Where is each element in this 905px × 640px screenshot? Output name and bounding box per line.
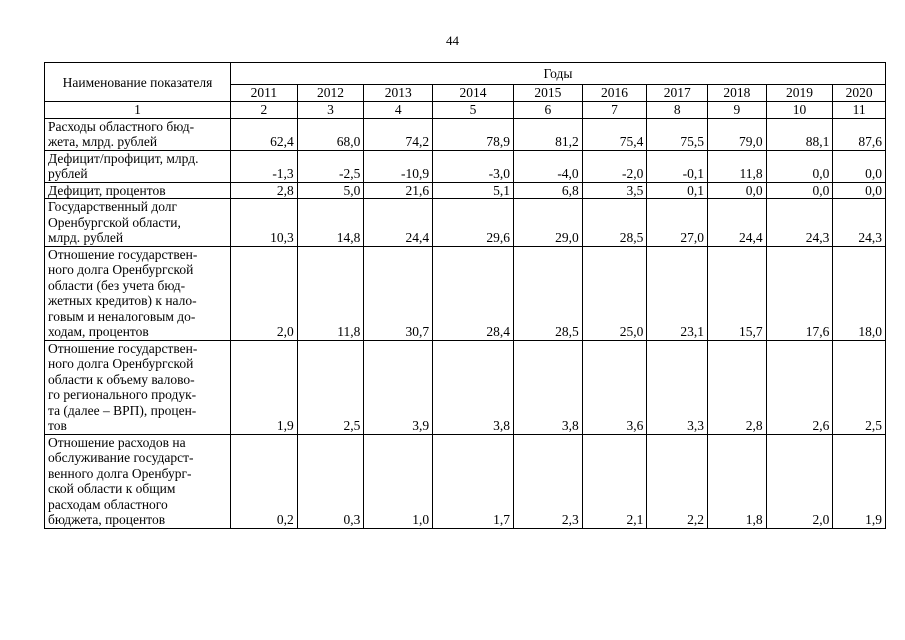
value-cell-2015: -4,0: [513, 150, 582, 182]
year-header-2011: 2011: [230, 84, 297, 101]
value-cell-2012: 5,0: [297, 182, 364, 199]
value-cell-2015: 29,0: [513, 199, 582, 247]
value-cell-2011: 2,8: [230, 182, 297, 199]
page-number: 44: [446, 33, 459, 48]
value-cell-2017: 27,0: [647, 199, 708, 247]
indicator-name: Дефицит, процентов: [45, 182, 231, 199]
value-cell-2014: 29,6: [433, 199, 514, 247]
value-cell-2020: 1,9: [833, 434, 886, 528]
value-cell-2011: 0,2: [230, 434, 297, 528]
value-cell-2013: 74,2: [364, 118, 433, 150]
year-header-2017: 2017: [647, 84, 708, 101]
value-cell-2014: -3,0: [433, 150, 514, 182]
value-cell-2020: 18,0: [833, 246, 886, 340]
value-cell-2017: 23,1: [647, 246, 708, 340]
value-cell-2018: 0,0: [708, 182, 767, 199]
column-number-8: 8: [647, 102, 708, 119]
value-cell-2018: 15,7: [708, 246, 767, 340]
column-number-2: 2: [230, 102, 297, 119]
column-number-11: 11: [833, 102, 886, 119]
years-header: Годы: [230, 63, 885, 85]
indicator-name: Дефицит/профицит, млрд. рублей: [45, 150, 231, 182]
value-cell-2014: 3,8: [433, 340, 514, 434]
value-cell-2019: 2,0: [766, 434, 833, 528]
column-number-4: 4: [364, 102, 433, 119]
budget-indicators-table: [44, 62, 886, 529]
value-cell-2011: 62,4: [230, 118, 297, 150]
value-cell-2012: -2,5: [297, 150, 364, 182]
value-cell-2012: 2,5: [297, 340, 364, 434]
column-number-7: 7: [582, 102, 647, 119]
column-number-6: 6: [513, 102, 582, 119]
year-header-2019: 2019: [766, 84, 833, 101]
value-cell-2014: 78,9: [433, 118, 514, 150]
value-cell-2019: 17,6: [766, 246, 833, 340]
table-row: [45, 199, 886, 247]
value-cell-2013: 30,7: [364, 246, 433, 340]
indicator-name-header: Наименование показателя: [45, 63, 231, 102]
value-cell-2018: 11,8: [708, 150, 767, 182]
value-cell-2013: 1,0: [364, 434, 433, 528]
year-header-2016: 2016: [582, 84, 647, 101]
value-cell-2017: -0,1: [647, 150, 708, 182]
table-row: [45, 150, 886, 182]
value-cell-2012: 11,8: [297, 246, 364, 340]
value-cell-2020: 0,0: [833, 150, 886, 182]
value-cell-2015: 6,8: [513, 182, 582, 199]
value-cell-2016: 28,5: [582, 199, 647, 247]
value-cell-2016: 2,1: [582, 434, 647, 528]
value-cell-2013: 21,6: [364, 182, 433, 199]
value-cell-2015: 2,3: [513, 434, 582, 528]
indicator-name: Отношение государствен- ного долга Оренбургской области (без учета бюд- жетных кредитов) к нало- говым и неналоговым до- ходам, процентов: [45, 246, 231, 340]
value-cell-2018: 24,4: [708, 199, 767, 247]
value-cell-2015: 3,8: [513, 340, 582, 434]
value-cell-2018: 1,8: [708, 434, 767, 528]
value-cell-2011: -1,3: [230, 150, 297, 182]
column-number-10: 10: [766, 102, 833, 119]
table-row: [45, 434, 886, 528]
value-cell-2015: 81,2: [513, 118, 582, 150]
value-cell-2011: 2,0: [230, 246, 297, 340]
value-cell-2014: 1,7: [433, 434, 514, 528]
value-cell-2011: 10,3: [230, 199, 297, 247]
value-cell-2017: 75,5: [647, 118, 708, 150]
value-cell-2020: 87,6: [833, 118, 886, 150]
value-cell-2013: 3,9: [364, 340, 433, 434]
value-cell-2020: 2,5: [833, 340, 886, 434]
table-row: [45, 340, 886, 434]
value-cell-2016: 75,4: [582, 118, 647, 150]
value-cell-2016: 3,6: [582, 340, 647, 434]
value-cell-2015: 28,5: [513, 246, 582, 340]
year-header-2018: 2018: [708, 84, 767, 101]
column-number-1: 1: [45, 102, 231, 119]
value-cell-2019: 2,6: [766, 340, 833, 434]
value-cell-2014: 28,4: [433, 246, 514, 340]
value-cell-2011: 1,9: [230, 340, 297, 434]
value-cell-2013: 24,4: [364, 199, 433, 247]
indicator-name: Отношение расходов на обслуживание государст- венного долга Оренбург- ской области к общим расходам областного бюджета, процентов: [45, 434, 231, 528]
value-cell-2016: 25,0: [582, 246, 647, 340]
value-cell-2019: 88,1: [766, 118, 833, 150]
indicator-name: Расходы областного бюд- жета, млрд. рублей: [45, 118, 231, 150]
value-cell-2020: 0,0: [833, 182, 886, 199]
table-row: [45, 118, 886, 150]
value-cell-2020: 24,3: [833, 199, 886, 247]
value-cell-2016: -2,0: [582, 150, 647, 182]
column-number-3: 3: [297, 102, 364, 119]
value-cell-2019: 24,3: [766, 199, 833, 247]
value-cell-2018: 79,0: [708, 118, 767, 150]
year-header-2013: 2013: [364, 84, 433, 101]
column-number-9: 9: [708, 102, 767, 119]
year-header-2015: 2015: [513, 84, 582, 101]
value-cell-2013: -10,9: [364, 150, 433, 182]
value-cell-2019: 0,0: [766, 150, 833, 182]
year-header-2020: 2020: [833, 84, 886, 101]
value-cell-2018: 2,8: [708, 340, 767, 434]
value-cell-2017: 2,2: [647, 434, 708, 528]
value-cell-2012: 14,8: [297, 199, 364, 247]
column-number-5: 5: [433, 102, 514, 119]
value-cell-2017: 0,1: [647, 182, 708, 199]
value-cell-2019: 0,0: [766, 182, 833, 199]
value-cell-2014: 5,1: [433, 182, 514, 199]
indicator-name: Отношение государствен- ного долга Оренбургской области к объему валово- го регионального продук- та (далее – ВРП), процен- тов: [45, 340, 231, 434]
value-cell-2012: 68,0: [297, 118, 364, 150]
table-row: [45, 246, 886, 340]
table-row: [45, 182, 886, 199]
year-header-2014: 2014: [433, 84, 514, 101]
value-cell-2012: 0,3: [297, 434, 364, 528]
value-cell-2016: 3,5: [582, 182, 647, 199]
value-cell-2017: 3,3: [647, 340, 708, 434]
year-header-2012: 2012: [297, 84, 364, 101]
indicator-name: Государственный долг Оренбургской области, млрд. рублей: [45, 199, 231, 247]
